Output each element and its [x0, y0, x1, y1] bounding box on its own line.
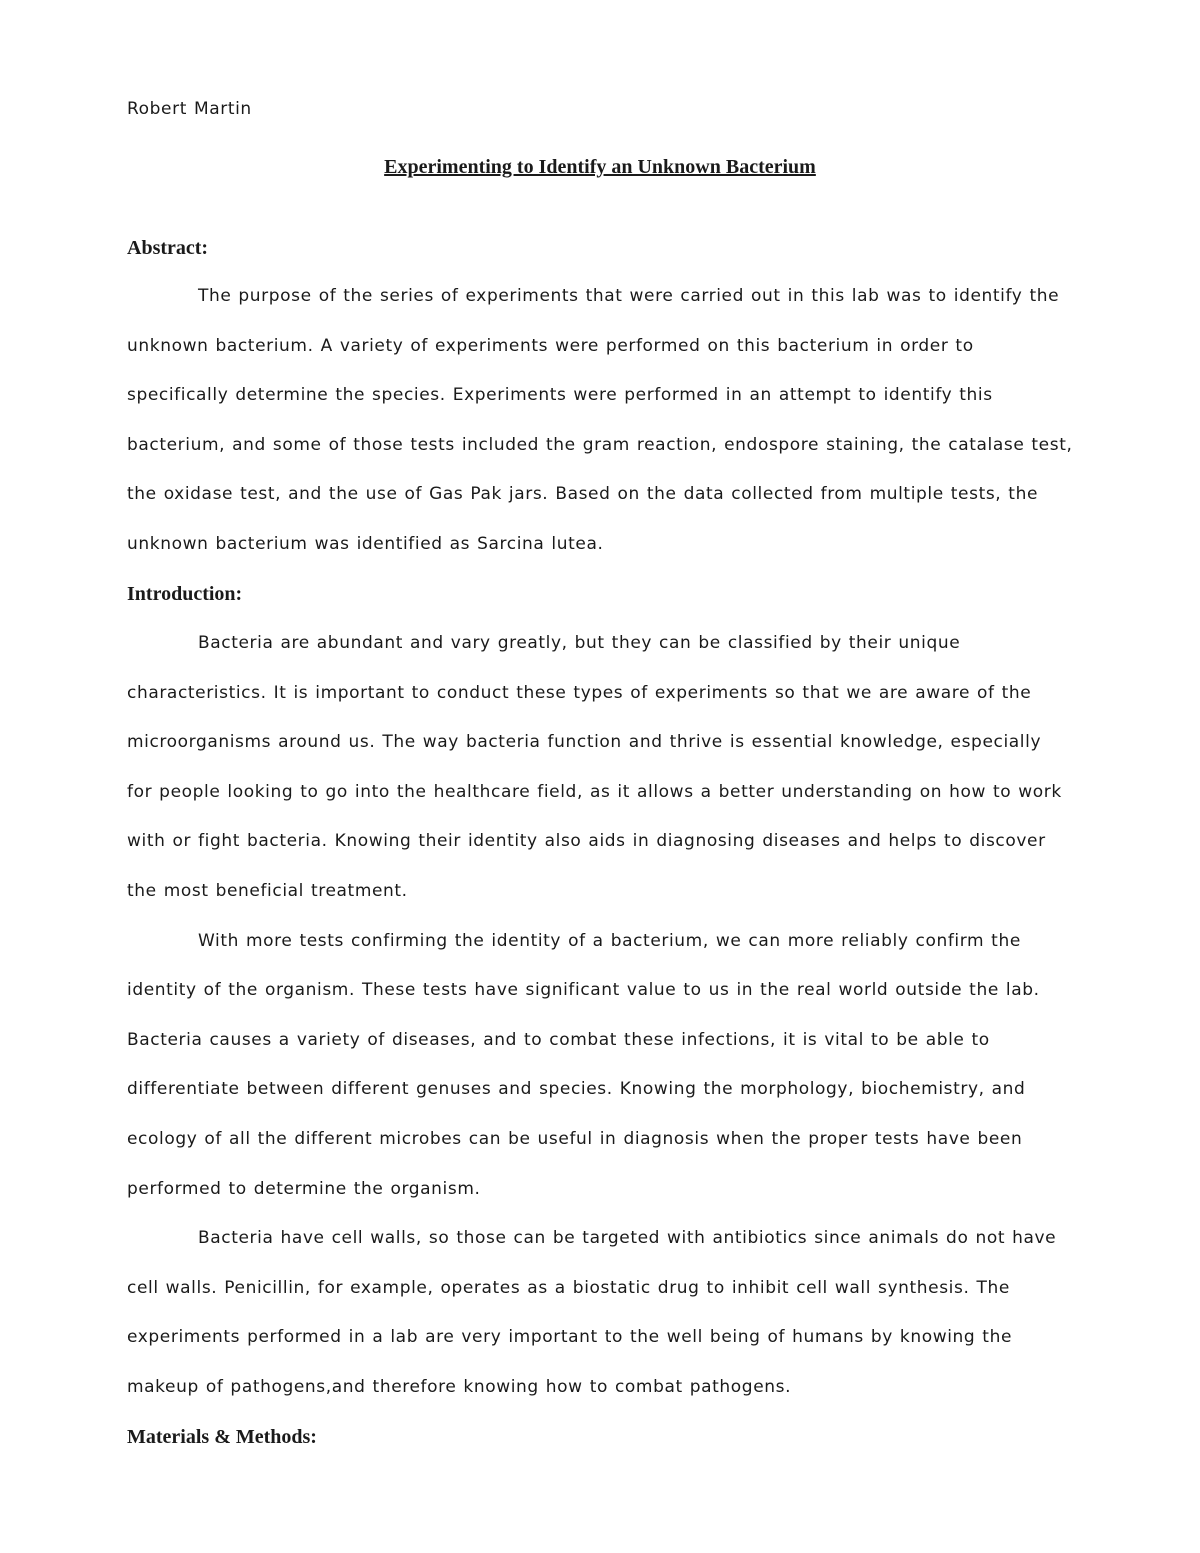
- abstract-line: specifically determine the species. Experiments were performed in an attempt to identify this: [127, 385, 993, 405]
- intro-line: With more tests confirming the identity of a bacterium, we can more reliably confirm the: [198, 931, 1021, 951]
- materials-methods-heading: Materials & Methods:: [127, 1426, 317, 1448]
- intro-line: characteristics. It is important to conduct these types of experiments so that we are aware of the: [127, 683, 1032, 703]
- intro-line: performed to determine the organism.: [127, 1179, 481, 1199]
- intro-line: with or fight bacteria. Knowing their identity also aids in diagnosing diseases and helps to discover: [127, 831, 1046, 851]
- intro-line: differentiate between different genuses and species. Knowing the morphology, biochemistry, and: [127, 1079, 1026, 1099]
- intro-line: ecology of all the different microbes can be useful in diagnosis when the proper tests have been: [127, 1129, 1023, 1149]
- intro-line: microorganisms around us. The way bacteria function and thrive is essential knowledge, especially: [127, 732, 1042, 752]
- abstract-heading: Abstract:: [127, 237, 209, 259]
- document-title: Experimenting to Identify an Unknown Bacterium: [384, 156, 816, 178]
- intro-line: Bacteria are abundant and vary greatly, but they can be classified by their unique: [198, 633, 961, 653]
- intro-line: experiments performed in a lab are very important to the well being of humans by knowing the: [127, 1327, 1012, 1347]
- abstract-line: The purpose of the series of experiments that were carried out in this lab was to identify the: [198, 286, 1060, 306]
- intro-line: cell walls. Penicillin, for example, operates as a biostatic drug to inhibit cell wall synthesis. The: [127, 1278, 1010, 1298]
- intro-line: identity of the organism. These tests have significant value to us in the real world outside the lab.: [127, 980, 1040, 1000]
- intro-line: for people looking to go into the healthcare field, as it allows a better understanding on how to work: [127, 782, 1062, 802]
- abstract-line: unknown bacterium. A variety of experiments were performed on this bacterium in order to: [127, 336, 974, 356]
- abstract-line: unknown bacterium was identified as Sarcina lutea.: [127, 534, 604, 554]
- intro-line: makeup of pathogens,and therefore knowing how to combat pathogens.: [127, 1377, 792, 1397]
- intro-line: Bacteria have cell walls, so those can be targeted with antibiotics since animals do not have: [198, 1228, 1057, 1248]
- abstract-line: bacterium, and some of those tests included the gram reaction, endospore staining, the catalase test,: [127, 435, 1073, 455]
- abstract-line: the oxidase test, and the use of Gas Pak jars. Based on the data collected from multiple tests, the: [127, 484, 1039, 504]
- introduction-heading: Introduction:: [127, 583, 243, 605]
- author-name: Robert Martin: [127, 99, 252, 119]
- intro-line: the most beneficial treatment.: [127, 881, 408, 901]
- intro-line: Bacteria causes a variety of diseases, and to combat these infections, it is vital to be able to: [127, 1030, 990, 1050]
